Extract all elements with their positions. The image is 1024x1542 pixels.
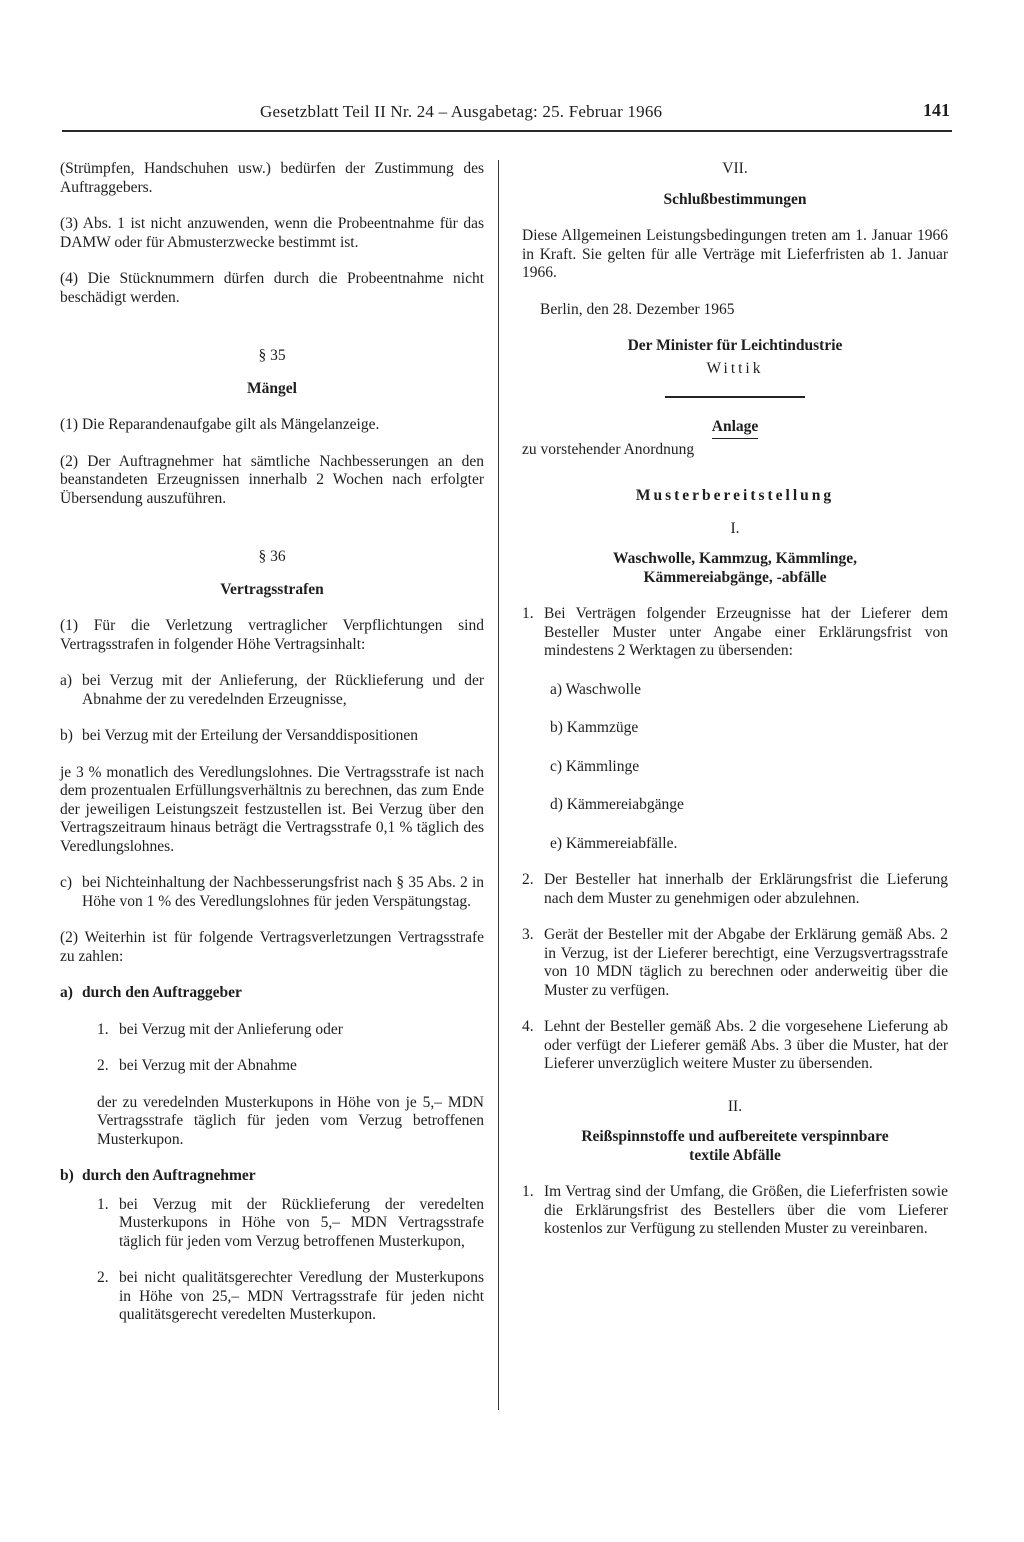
part-i-item-4 xyxy=(522,1018,948,1074)
part-i-item-1 xyxy=(522,605,948,661)
list-text: Bei Verträgen folgender Erzeugnisse hat der Lieferer dem Besteller Muster unter Angabe einer Erklärungsfrist von mindestens 2 Werktagen zu übersenden: xyxy=(544,605,948,659)
party-heading-a xyxy=(60,984,484,1003)
place-date: Berlin, den 28. Dezember 1965 xyxy=(540,300,735,318)
minister-signature-name: Wittik xyxy=(706,359,764,377)
penalty-rate-paragraph: je 3 % monatlich des Veredlungslohnes. Die Vertragsstrafe ist nach dem prozentualen Erfüllungsverhältnis zu berechnen, das zum Ende der jeweiligen Leistungszeit festzustellen ist. Bei Verzug über den Vertragszeitraum hinaus beträgt die Vertragsstrafe 0,1 % täglich des Veredlungslohnes. xyxy=(60,763,484,855)
list-text: Im Vertrag sind der Umfang, die Größen, die Lieferfristen sowie die Erklärungsfrist des Bestellers über die vom Lieferer kostenlos zur Verfügung zu stellenden Muster zu vereinbaren. xyxy=(544,1183,948,1237)
section-35-number: § 35 xyxy=(258,347,286,364)
chapter-vii-text: Diese Allgemeinen Leistungsbedingungen treten am 1. Januar 1966 in Kraft. Sie gelten für alle Verträge mit Lieferfristen ab 1. Januar 1966. xyxy=(522,227,948,281)
list-item-a xyxy=(60,672,484,709)
list-label: 2. xyxy=(97,1057,109,1074)
list-text: bei Verzug mit der Anlieferung, der Rücklieferung und der Abnahme der zu veredelnden Erzeugnisse, xyxy=(82,672,484,708)
chapter-vii-number: VII. xyxy=(722,160,748,177)
product-item: a) Waschwolle xyxy=(550,680,642,698)
list-label: c) xyxy=(60,874,73,891)
section-35-title: Mängel xyxy=(247,379,297,397)
section-35-paragraph-1: (1) Die Reparandenaufgabe gilt als Mängelanzeige. xyxy=(60,416,380,433)
list-label: 4. xyxy=(522,1018,534,1035)
paragraph-3: (3) Abs. 1 ist nicht anzuwenden, wenn die Probeentnahme für das DAMW oder für Abmusterzwecke bestimmt ist. xyxy=(60,215,484,251)
paragraph-continuation: (Strümpfen, Handschuhen usw.) bedürfen der Zustimmung des Auftraggebers. xyxy=(60,160,484,196)
party-a-after-text: der zu veredelnden Musterkupons in Höhe von je 5,– MDN Vertragsstrafe täglich für jeden vom Verzug betroffenen Musterkupon. xyxy=(97,1093,484,1148)
right-column xyxy=(522,160,948,1239)
annex-title-wrap xyxy=(522,418,948,439)
sub-item-b1 xyxy=(97,1196,484,1252)
part-i-item-2 xyxy=(522,871,948,908)
part-i-number: I. xyxy=(730,519,740,537)
section-36-title: Vertragsstrafen xyxy=(220,580,324,598)
list-text: Lehnt der Besteller gemäß Abs. 2 die vorgesehene Lieferung ab oder verfügt der Lieferer gemäß Abs. 3 über die Muster, hat der Lieferer unverzüglich weitere Muster zu übersenden. xyxy=(544,1018,948,1072)
product-item: c) Kämmlinge xyxy=(550,757,640,775)
sub-item-b2 xyxy=(97,1269,484,1325)
list-item-c xyxy=(60,874,484,911)
list-label: 1. xyxy=(522,605,534,622)
party-heading-b xyxy=(60,1167,484,1186)
section-36-paragraph-2: (2) Weiterhin ist für folgende Vertragsverletzungen Vertragsstrafe zu zahlen: xyxy=(60,929,484,965)
list-label: 1. xyxy=(97,1020,109,1038)
list-text: bei Verzug mit der Abnahme xyxy=(119,1057,297,1074)
list-text: bei Nichteinhaltung der Nachbesserungsfrist nach § 35 Abs. 2 in Höhe von 1 % des Veredlungslohnes für jeden Verspätungstag. xyxy=(82,874,484,910)
list-label: a) xyxy=(60,672,73,689)
party-title: durch den Auftragnehmer xyxy=(82,1167,256,1184)
list-label: 2. xyxy=(97,1269,109,1286)
part-ii-title-line-1: Reißspinnstoffe und aufbereitete verspinnbare xyxy=(581,1128,889,1145)
product-item: b) Kammzüge xyxy=(550,719,639,736)
paragraph-4: (4) Die Stücknummern dürfen durch die Probeentnahme nicht beschädigt werden. xyxy=(60,270,484,306)
annex-subtitle: zu vorstehender Anordnung xyxy=(522,440,695,458)
list-text: bei Verzug mit der Erteilung der Versanddispositionen xyxy=(82,727,419,744)
list-text: bei nicht qualitätsgerechter Veredlung der Musterkupons in Höhe von 25,– MDN Vertragsstrafe für jeden nicht qualitätsgerecht veredelten Musterkupon. xyxy=(119,1269,484,1323)
header-rule xyxy=(62,130,952,132)
part-i-title-line-1: Waschwolle, Kammzug, Kämmlinge, xyxy=(612,550,858,567)
list-text: Gerät der Besteller mit der Abgabe der Erklärung gemäß Abs. 2 in Verzug, ist der Lieferer berechtigt, eine Verzugsvertragsstrafe von 10 MDN täglich zu berechnen oder anderweitig über die Muster zu verfügen. xyxy=(544,926,948,999)
sub-item-a1 xyxy=(97,1021,484,1040)
annex-title: Anlage xyxy=(712,418,759,439)
sub-item-a2 xyxy=(97,1057,484,1076)
list-label: b) xyxy=(60,1167,74,1184)
sample-provision-title: Musterbereitstellung xyxy=(635,487,835,504)
product-item: e) Kämmereiabfälle. xyxy=(550,834,678,852)
minister-title: Der Minister für Leichtindustrie xyxy=(627,337,843,354)
part-i-item-3 xyxy=(522,926,948,1000)
section-36-number: § 36 xyxy=(258,548,286,565)
part-ii-item-1 xyxy=(522,1183,948,1239)
product-item: d) Kämmereiabgänge xyxy=(550,796,684,813)
section-36-paragraph-1: (1) Für die Verletzung vertraglicher Verpflichtungen sind Vertragsstrafen in folgender Höhe Vertragsinhalt: xyxy=(60,617,484,653)
list-label: b) xyxy=(60,727,73,744)
left-column xyxy=(60,160,484,1325)
list-label: 2. xyxy=(522,871,534,888)
part-i-title-line-2: Kämmereiabgänge, -abfälle xyxy=(643,568,827,586)
list-label: a) xyxy=(60,984,73,1001)
running-title: Gesetzblatt Teil II Nr. 24 – Ausgabetag: 25. Februar 1966 xyxy=(260,102,663,121)
part-ii-number: II. xyxy=(727,1097,743,1115)
column-divider xyxy=(498,160,499,1410)
part-ii-title-line-2: textile Abfälle xyxy=(689,1146,781,1164)
list-item-b xyxy=(60,727,484,746)
separator-rule xyxy=(665,396,805,398)
chapter-vii-title: Schlußbestimmungen xyxy=(663,190,807,208)
page-header xyxy=(62,100,952,128)
party-title: durch den Auftraggeber xyxy=(82,984,242,1001)
list-text: bei Verzug mit der Anlieferung oder xyxy=(119,1020,343,1038)
page-number: 141 xyxy=(923,100,950,120)
list-text: bei Verzug mit der Rücklieferung der veredelten Musterkupons in Höhe von 5,– MDN Vertragsstrafe täglich für jeden vom Verzug betroffenen Musterkupon, xyxy=(119,1195,484,1250)
section-35-paragraph-2: (2) Der Auftragnehmer hat sämtliche Nachbesserungen an den beanstandeten Erzeugnissen innerhalb 2 Wochen nach erfolgter Übersendung auszuführen. xyxy=(60,452,484,507)
list-label: 1. xyxy=(522,1183,534,1200)
list-text: Der Besteller hat innerhalb der Erklärungsfrist die Lieferung nach dem Muster zu genehmigen oder abzulehnen. xyxy=(544,871,948,907)
list-label: 1. xyxy=(97,1195,109,1213)
list-label: 3. xyxy=(522,926,534,943)
